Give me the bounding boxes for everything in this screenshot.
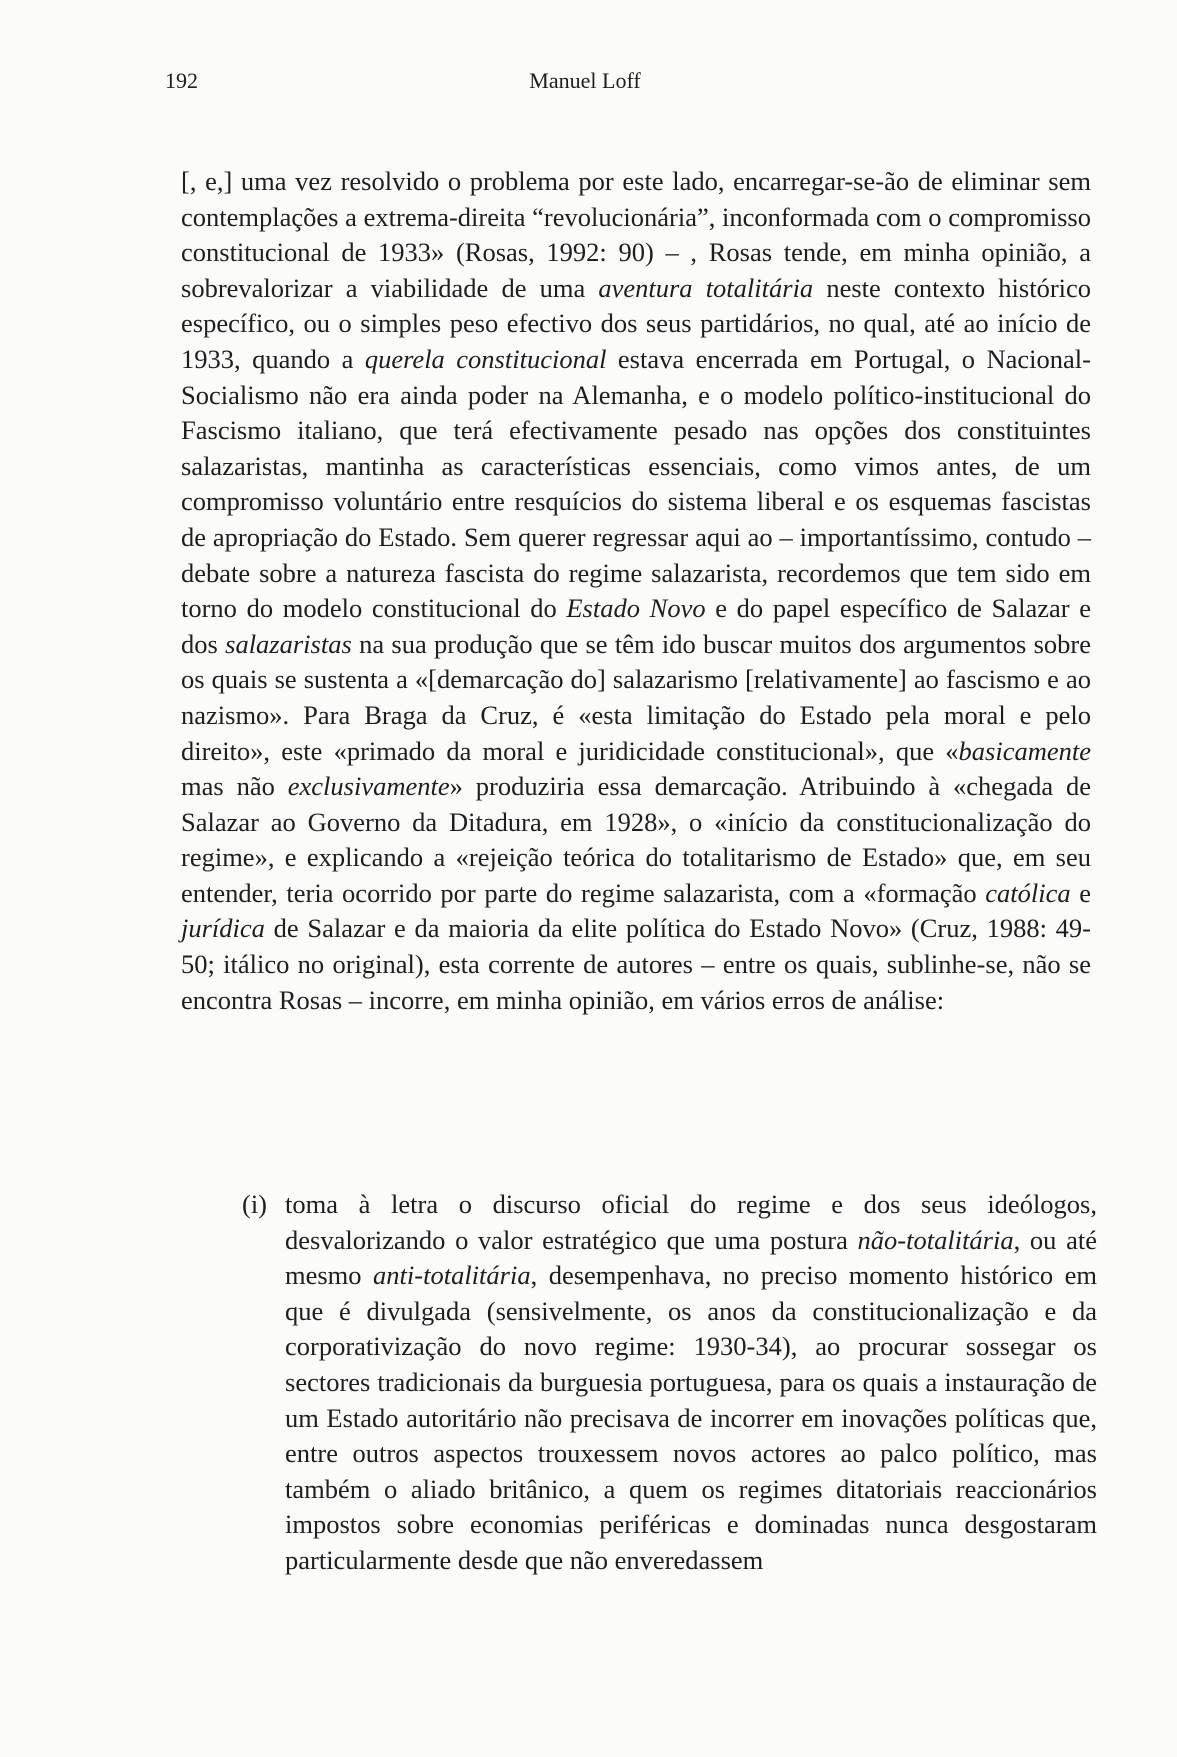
italic-run: não-totalitária	[857, 1224, 1014, 1255]
page-number: 192	[165, 68, 198, 93]
body-paragraph	[181, 164, 1091, 1018]
body-text	[181, 164, 1091, 1018]
list-item-i	[242, 1187, 1097, 1579]
text-run: , desempenhava, no preciso momento histórico em que é divulgada (sensivelmente, os anos da constitucionalização e da corporativização do novo regime: 1930-34), ao procurar sossegar os sectores tradicionais da burguesia portuguesa, para os quais a instauração de um Estado autoritário não precisava de incorrer em inovações políticas que, entre outros aspectos trouxessem novos actores ao palco político, mas também o aliado britânico, a quem os regimes ditatoriais reaccionários impostos sobre economias periféricas e dominadas nunca desgostaram particularmente desde que não enveredassem	[285, 1260, 1097, 1575]
page-header	[165, 68, 1095, 102]
italic-run: anti-totalitária	[373, 1260, 531, 1291]
text-run: toma à letra o discurso oficial do regime e dos seus ideólogos, desvalorizando o valor estratégico que uma postura	[285, 1189, 1097, 1255]
list-item-label: (i)	[242, 1189, 268, 1219]
italic-run: jurídica	[181, 913, 265, 944]
italic-run: exclusivamente	[287, 771, 450, 802]
italic-run: querela constitucional	[364, 343, 607, 374]
list-item-text	[285, 1187, 1097, 1579]
running-head: Manuel Loff	[529, 68, 641, 93]
text-run: [, e,] uma vez resolvido o problema por este lado, encarregar-se-ão de eliminar sem contemplações a extrema-direita “revolucionária”, inconformada com o compromisso constitucional de 1933» (Rosas, 1992: 90) – , Rosas tende, em minha opinião, a sobrevalorizar a viabilidade de uma	[181, 166, 1091, 303]
italic-run: basicamente	[958, 735, 1091, 766]
italic-run: Estado Novo	[566, 593, 706, 624]
text-run: , ou até mesmo	[285, 1224, 1097, 1291]
text-run: mas não	[181, 771, 288, 802]
text-run: na sua produção que se têm ido buscar muitos dos argumentos sobre os quais se sustenta a «[demarcação do] salazarismo [relativamente] ao fascismo e ao nazismo». Para Braga da Cruz, é «esta limitação do Estado pela moral e pelo direito», este «primado da moral e juridicidade constitucional», que «	[181, 628, 1091, 766]
text-run: e do papel específico de Salazar e dos	[181, 593, 1091, 659]
text-run: » produziria essa demarcação. Atribuindo à «chegada de Salazar ao Governo da Ditadura, em 1928», o «início da constitucionalização do regime», e explicando a «rejeição teórica do totalitarismo de Estado» que, em seu entender, teria ocorrido por parte do regime salazarista, com a «formação	[181, 771, 1091, 908]
text-run: neste contexto histórico específico, ou o simples peso efectivo dos seus partidários, no qual, até ao início de 1933, quando a	[181, 272, 1092, 374]
text-run: estava encerrada em Portugal, o Nacional-Socialismo não era ainda poder na Alemanha, e o modelo político-institucional do Fascismo italiano, que terá efectivamente pesado nas opções dos constituintes salazaristas, mantinha as características essenciais, como vimos antes, de um compromisso voluntário entre resquícios do sistema liberal e os esquemas fascistas de apropriação do Estado. Sem querer regressar aqui ao – importantíssimo, contudo – debate sobre a natureza fascista do regime salazarista, recordemos que tem sido em torno do modelo constitucional do	[181, 343, 1091, 624]
italic-run: aventura totalitária	[598, 272, 814, 303]
text-run: de Salazar e da maioria da elite política do Estado Novo» (Cruz, 1988: 49-50; itálico no original), esta corrente de autores – entre os quais, sublinhe-se, não se encontra Rosas – incorre, em minha opinião, em vários erros de análise:	[181, 913, 1091, 1015]
italic-run: salazaristas	[225, 628, 352, 659]
text-run: e	[1070, 877, 1092, 908]
italic-run: católica	[985, 877, 1071, 908]
